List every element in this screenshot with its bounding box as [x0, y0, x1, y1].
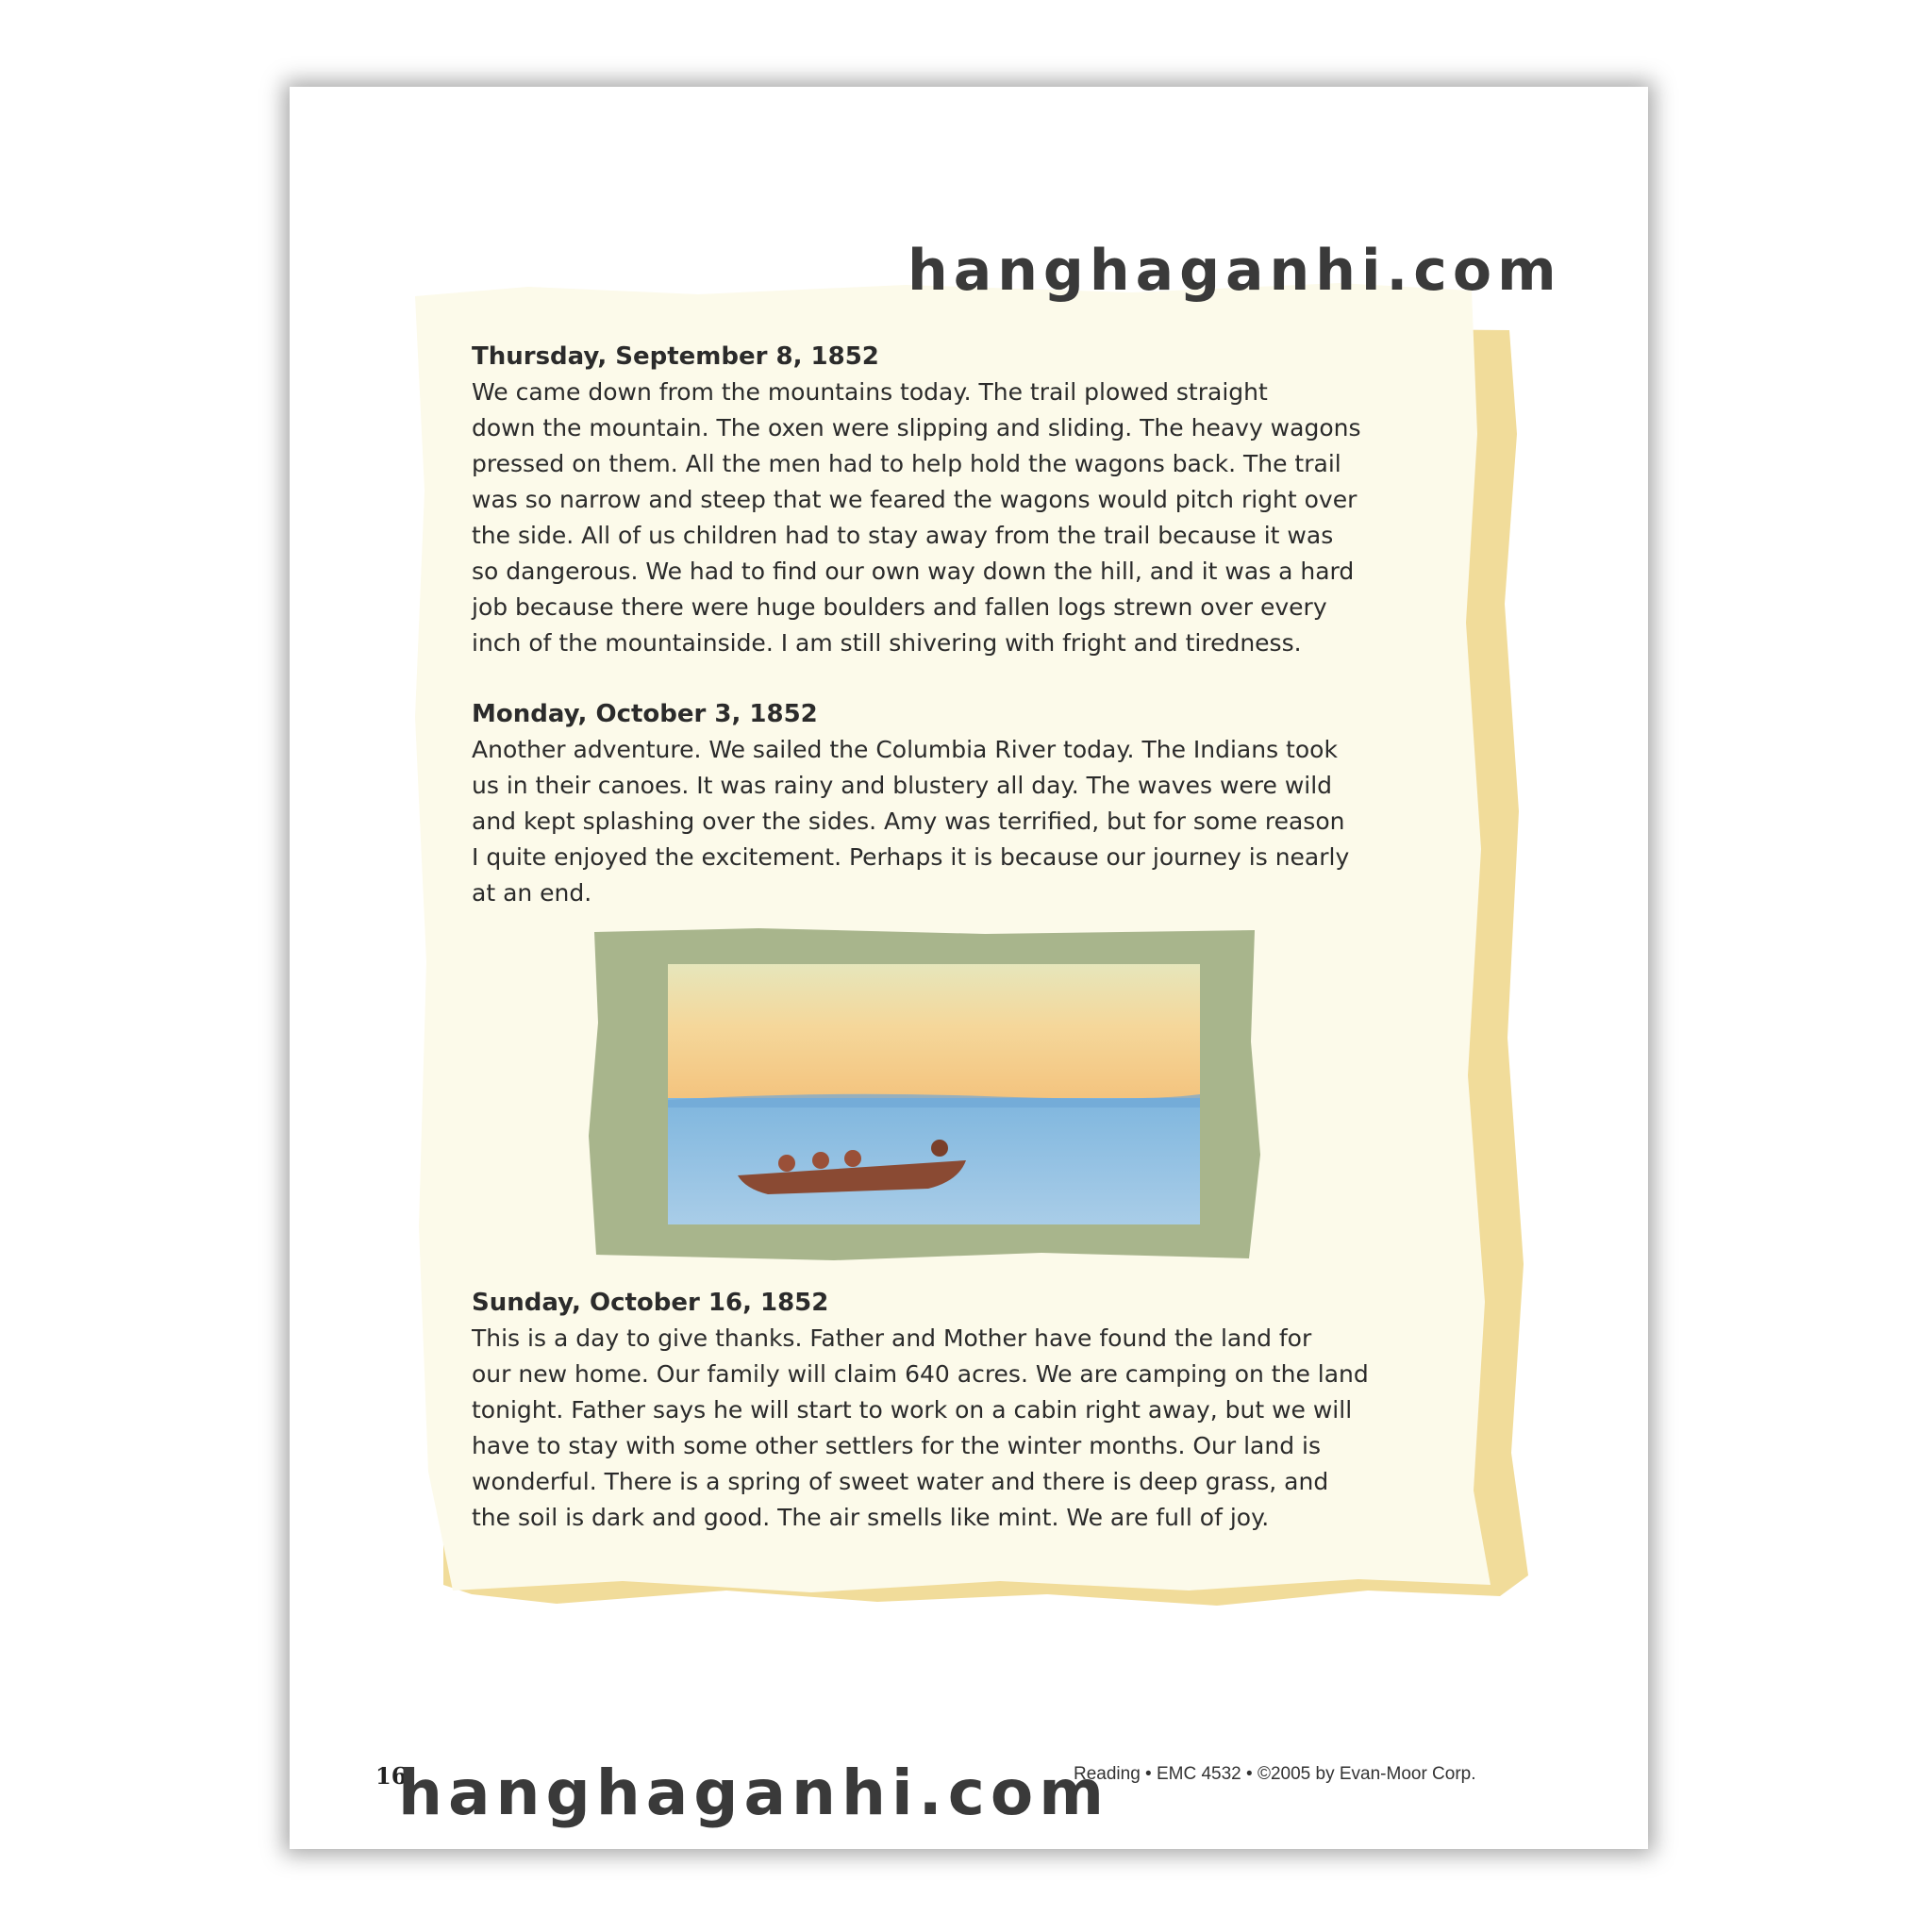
entry-text-line: the soil is dark and good. The air smells like mint. We are full of joy.: [472, 1504, 1270, 1531]
entry-text-line: our new home. Our family will claim 640 acres. We are camping on the land: [472, 1360, 1369, 1388]
entry-text-line: This is a day to give thanks. Father and Mother have found the land for: [472, 1324, 1312, 1352]
watermark-bottom: hanghaganhi.com: [398, 1757, 1109, 1829]
publisher-credit: Reading • EMC 4532 • ©2005 by Evan-Moor Corp.: [1074, 1764, 1476, 1784]
entry-text-line: was so narrow and steep that we feared the wagons would pitch right over: [472, 486, 1357, 513]
page-number: 16: [375, 1762, 408, 1790]
entry-text-line: down the mountain. The oxen were slipping and sliding. The heavy wagons: [472, 414, 1361, 441]
entry-text-line: wonderful. There is a spring of sweet water and there is deep grass, and: [472, 1468, 1329, 1495]
entry-text-line: us in their canoes. It was rainy and blustery all day. The waves were wild: [472, 772, 1333, 799]
entry-text-line: and kept splashing over the sides. Amy was terrified, but for some reason: [472, 808, 1345, 835]
diary-entry-1: [472, 339, 1415, 661]
entry-text-line: inch of the mountainside. I am still shivering with fright and tiredness.: [472, 629, 1302, 657]
river-water: [668, 1098, 1200, 1224]
entry-text-line: job because there were huge boulders and fallen logs strewn over every: [472, 593, 1327, 621]
entry-text-line: I quite enjoyed the excitement. Perhaps it is because our journey is nearly: [472, 843, 1350, 871]
entry-text-line: so dangerous. We had to find our own way down the hill, and it was a hard: [472, 558, 1355, 585]
entry-date: Sunday, October 16, 1852: [472, 1289, 829, 1317]
entry-text-line: the side. All of us children had to stay away from the trail because it was: [472, 522, 1334, 549]
entry-text-line: We came down from the mountains today. The trail plowed straight: [472, 378, 1268, 406]
entry-text-line: tonight. Father says he will start to work on a cabin right away, but we will: [472, 1396, 1353, 1424]
entry-text-line: pressed on them. All the men had to help hold the wagons back. The trail: [472, 450, 1341, 477]
diary-entry-2: [472, 696, 1415, 911]
sky: [668, 964, 1200, 1104]
entry-date: Monday, October 3, 1852: [472, 700, 818, 728]
entry-text-line: have to stay with some other settlers for the winter months. Our land is: [472, 1432, 1321, 1459]
entry-text-line: at an end.: [472, 879, 592, 907]
entry-date: Thursday, September 8, 1852: [472, 342, 879, 371]
diary-entry-3: [472, 1285, 1415, 1536]
watermark-top: hanghaganhi.com: [908, 238, 1562, 304]
river-canoe-illustration: [589, 928, 1260, 1262]
entry-text-line: Another adventure. We sailed the Columbia River today. The Indians took: [472, 736, 1338, 763]
